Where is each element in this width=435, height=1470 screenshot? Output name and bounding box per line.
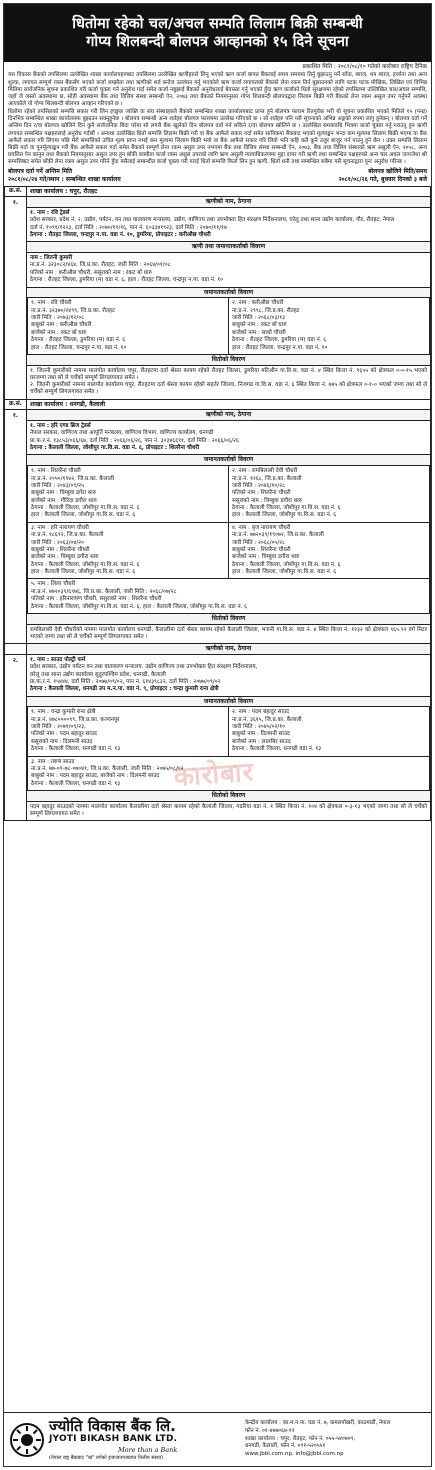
surety-line: बाबुको नाम : शिलरैना चौधरी [232,546,291,553]
surety-line: ना.प्र.नं. ७७२०३९/१९०७२, जि.प्र.का. कैलाली [232,532,324,539]
sn-cell: १. [5,410,27,644]
collateral-band: धितोको विवरण [27,791,430,801]
branch-office-address-2: धनगढी, कैलाली, फोन नं. ०९१-५२०५५१ [245,1443,326,1450]
borrower-band: ऋणीको नाम, ठेगाना [27,197,430,207]
surety-line: ठेगाना : रौतहट जिल्ला, डुमरिया (म) वडा नं. ६ [232,337,327,344]
sun-logo-icon [9,1422,45,1458]
notice-title-box [4,4,431,62]
surety-band: जमानतकर्ताको विवरण [27,696,430,707]
surety-line: ना.प्र.नं. १२६८, जि.प्र.का. कैलाली [232,475,302,482]
branch-chapur-header: शाखा कार्यालय : चपुर, रौतहट [27,186,431,197]
surety-line: जारी मिति : २०४३/०९/२५ [31,482,85,489]
deadline-values [4,176,431,186]
sn-header: क्र.सं. [5,399,27,410]
bank-name-nepali: ज्योति विकास बैंक लि. [49,1416,176,1435]
borrower-line: ठेगाना : कैलाली जिल्ला, जोशीपुर गा.वि.स. वडा नं. ६, प्रोपाइटर : शिलरैना चौधरी [30,445,200,452]
branch-dhangadhi-header: शाखा कार्यालय : धनगढी, कैलाली [27,399,431,410]
surety-line: जारी मिति : २०६८/०३/१३ [232,315,286,322]
borrower-line: प्रदेश सरकार, उद्योग पर्यटन वन तथा वातावरण मन्त्रालय, उद्योग वाणिज्य तथा उपभोक्ता हित संरक्षण निर्देशनालय, [30,664,258,671]
surety-line: ठेगाना : कैलाली जिल्ला, जोशीपुर गा.वि.स. वडा नं. ६, हाल : कैलाली जिल्ला, जोशीपुर गा.वि.स. वडा नं. ६ [31,603,248,610]
guarantor-band: ऋणी तथा जमानतकर्ताको विवरण [27,241,430,252]
surety-line: हाल : रौतहट जिल्ला, चन्द्रपुर न.पा. वडा नं. १० [232,344,328,351]
surety-line: बाजेको नाम : साधो चौधरी [232,329,286,336]
surety-card [229,707,430,756]
surety-line: हाल : कैलाली जिल्ला, जोशीपुर गा.वि.स. वडा नं. ६ [232,512,337,519]
deadline-labels [4,166,431,176]
intro-paragraph-2: धितोमा रहेको तपसिलको सम्पत्ति सकार गरी लिन इच्छुक व्यक्ति वा संघ संस्थाहरुले बैंकको सम्बन्धित शाखा कार्यालयबाट प्राप्त हुने बोलपत्र फाराम रितपूर्वक भरी यो सूचना प्रकाशित भएको मितिले १५ (पन्ध्र) दिनभित्र सम्बन्धित शाखा कार्यालयमा बुझाउन सक्नुहुनेछ । बोलपत्र सम्बन्धी अन्य शर्तहरु बोलपत्र फाराममा उल्लेख गरिएको छ । सो शर्तहरु पनि यसै सूचनाको अभिन्न अङ्गको रुपमा लागु हुनेछन् । बोलपत्र दर्ता गर्ने अन्तिम दिन र/वा बोलपत्र खोलिने दिन कुनै सार्वजनिक बिदा परेमा सो लगत्तै बैंक खुलेको दिन बोलपत्र दर्ता गर्न सकिने र/वा बोलपत्र खोलिने छ । उल्लेखित समयावधि भित्रमा कर्जा चुक्ता गर्नु गराउनु हुन ऋणी लगायत सम्बन्धित पक्षहरुलाई अनुरोध गर्दछौं । अन्यथा उल्लेखित धितो सम्पत्ति लिलाम बिक्री गरी वा बैंक आफैले सकार गर्दा समेत साविकमा बैंकबाट भएको मूल्याङ्कन भन्दा कम मूल्यमा लिलाम बिक्री भएमा वा बैंक आफैले सकार गरि लिएमा पछि मेरो सम्पत्तिको उचित मूल्य प्राप्त नभई कम मूल्यमा लिलाम बिक्री भयो वा बैंक आफैले सकार गरि लियो भनि कहि कतै कुनै उजुर बाजुर गर्न पाउनु हुने छैन । उक्त सम्पत्ति लिलाम बिक्री गर्दा वा पुनर्मूल्याङ्कन गरी बैंक आफैले सकार गर्दा समेत बैंकको सम्पूर्ण लेना रकम असुल उपर नभएमा बैंक तथा वित्तिय संस्था सम्बन्धी ऐन, २०७३, बैंक तथा वित्तिय संस्थाको ऋण असुली ऐन, २०५८, अन्य प्रचलित ऐन कानुन तथा बैंकको नियमानुसार असुल उपर हुन बाँकी बक्यौता कर्जा रकम असुल उपरको लागि ऋण असुली न्यायाधिकरणमा मुद्दा दायर गरी ऋणी तथा सम्बन्धित पक्षहरुको अन्य चल अचल जायजेथा श्री सम्पत्तिबाट समेत बाँकी लेना रकम असुल उपर गरिने हुँदा यसैलाई सम्बन्धीत कर्जा चुक्ता गरी गराई धितो सम्पत्ति फिर्ता लिन हुन ऋणी, धितो धनी तथा सम्बन्धित सबैमा यसै सूचनाद्वारा पुनः अनुरोध गरिन्छ । [8,109,427,166]
surety-card [28,707,229,756]
submission-deadline-label: बोलपत्र दर्ता गर्ने अन्तिम मिति [8,168,73,176]
borrower-line: ठेगाना : रौतहट जिल्ला, चन्द्रपुर न.पा. वडा नं. १०, डुमरिया, प्रोपाइटर : करीऔछ चौधरी [30,232,211,239]
bank-website-link[interactable]: www.jbbl.com.np, info@jbbl.com.np [245,1451,344,1458]
publication-date: प्रकाशित मिति : २०८१/०८/१० गतेको कारोबार राष्ट्रिय दैनिक [302,64,427,70]
notice-page [3,3,432,1467]
surety-line: ना.प्र.नं. ४७८००००९९, जि.प्र.का. कञ्चनपुर [31,716,120,723]
bank-logo-text [49,1418,177,1462]
surety-name: ३. नाम : हरि नारायण चौधरी [31,524,89,531]
surety-line: जारी मिति : २०४५/०२/१० [232,724,286,731]
surety-line: ना.प्र.नं. ७७२०३९/६९७६, जि.प्र.का. कैलाली, जारी मिति : २०६८/०७/२८ [31,588,177,595]
surety-band: जमानतकर्ताको विवरण [27,454,430,465]
intro-section [4,62,431,166]
borrower-details [27,207,430,242]
branch2b-band-row [5,644,431,655]
borrower-line: दर्ता नं. १०९१/१२२३, दर्ता मिति : २०७०/११/१६, पान नं. ६०३३४१९२३, दर्ता मिति : २०७०/११/१७ [30,224,227,231]
head-office-address: केन्द्रीय कार्यालय : का.म.न.पा. वडा नं. ७, कमलपोखरी, काठमाडौं, नेपाल [245,1420,391,1427]
surety-line: बाजेको नाम : रकट बाँ धारु [31,329,87,336]
surety-line: ना.प्र.नं. ३६१५, जि.प्र.का. कैलाली [232,716,302,723]
borrower-details [27,655,430,696]
guarantor-line: पतिको नाम : करीऔछ चौधरी, ससुराको नाम : रकट बाँ धारु [30,269,152,276]
surety-card [229,298,430,355]
borrower-line: नेपाल सरकार, वाणिज्य तथा आपूर्ति मन्त्रालय, वाणिज्य विभाग, वाणिज्य कार्यालय, धनगढी [30,430,214,437]
head-office-phone: फोन नं. ०१-४७७०६७-१२ [245,1427,295,1434]
surety-line: ठेगाना : रौतहट जिल्ला, डुमरिया (म) वडा नं. ६ [31,337,126,344]
collateral-text: पदम बहादुर साउदको नाममा मालपोत कार्यालय कैलालीमा दर्ता श्रेस्ता कायम रहेको कैलाली जिल्ला, गढरिया वडा नं. १ स्थित कित्ता नं. १०४ को क्षेत्रफल ०-३-१३ भएको जग्गा तथा सो ले चर्चेको सम्पूर्ण लिगलगायत समेत । [27,801,430,821]
surety-card [28,466,229,523]
surety-name: ५. नाम : लिला चौधरी [31,581,76,588]
guarantor-line: ठेगाना : रौतहट जिल्ला, डुमरिया (म) वडा नं. ६, हाल : रौतहट जिल्ला, चन्द्रपुर न.पा. वडा नं. १० [30,277,224,284]
surety-line: ठेगाना : कैलाली जिल्ला, जोशीपुर गा.वि.स. वडा नं. ६ [31,505,140,512]
surety-line: ना.प्र.नं. १८६९२, जि.प्र.का. कैलाली [31,532,104,539]
collateral-band: धितोको विवरण [27,614,430,624]
surety-line: बाबुको नाम : शिलरैना चौधरी [31,546,90,553]
surety-line: जारी मिति : २०६३/०४/२० [31,539,85,546]
surety-line: बाबुको नाम : करीऔछ चौधरी [31,322,92,329]
surety-line: हाल : कैलाली जिल्ला, जोशीपुर गा.वि.स. वडा नं. ६ [31,569,136,576]
surety-grid [27,465,430,614]
opening-date-value: २०८१/०८/२६ गते, बुधवार दिनको ३ बजे [338,175,427,183]
surety-line: बाबुको नाम : चिम्बुवा डगेरा थारु [31,490,97,497]
intro-paragraph-1: यस विकास बैंकको तपसिलमा उल्लेखित शाखा कार्यालयहरुबाट तपसिलमा उल्लेखित ऋणीहरुले लिनु भएको ऋण कर्जा बापत बैंकलाई समय समयमा तिर्नु बुझाउनु पर्ने साँवा, ब्याज, थप ब्याज, हर्जाना तथा अन्य शुल्क, लगायत सम्पूर्ण रकम बैंकसँग भएको कर्जा सम्झौता तथा ऋणीको शर्त बन्देज उल्लंघन गर्नु भएकोले ऋण कर्जा लगायतको बैंकको लेना रकम तिर्न बुझाउनको लागि पटक पटक मौखिक, लिखित एवं विभिन्न मितिमा सार्वजनिक सूचना प्रकाशित गरी कर्जा चुक्ता गर्न अनुरोध गर्दा समेत कर्जा नबुझाई बैंकको अनुरोधलाई बेवास्ता गर्नु भएको हुँदा ऋण कर्जाको धितो सुरक्षणमा रहेको तपसिलमा उल्लिखित चल/अचल सम्पत्ति, जहाँ जे जस्तो अवस्थामा छ, सोही अवस्थामा बैंक तथा वित्तिय संस्था सम्बन्धी ऐन, २०७३ तथा बैंकको नियमानुसार गोप्य शिलबन्दी बोलपत्रद्वारा लिलाम बिक्री गरी बैंकको लेना रकम असुल उपर गर्नुपर्ने अवस्था आएकोले यो गोप्य शिलबन्दी बोलपत्र आव्हान गरिएको छ । [8,72,427,107]
branch1-entry-row [5,197,431,399]
surety-line: ससुराको नाम : चिम्बुवा डगौरा थारु [232,497,302,504]
surety-line: हाल : कैलाली जिल्ला, जोशीपुर गा.वि.स. वडा नं. ६ [31,512,136,519]
bank-license-note: (नेपाल राष्ट्र बैंकबाट "ख" वर्गको इजाजतपत्रप्राप्त वित्तीय संस्था) [49,1454,163,1461]
sn-cell: १. [5,197,27,399]
surety-name: २. नाम : करीऔछ चौधरी [232,300,284,307]
surety-line: पतिको नाम : हरिनारायण चौधरी, ससुराको नाम : शिलरैना चौधरी [31,596,162,603]
surety-line: ससुराको नाम : दिलमनी साउद [31,738,93,745]
branch2-entry-row [5,410,431,644]
surety-card [28,522,229,579]
surety-line: ठेगाना : कैलाली जिल्ला, धनगढी वडा नं. १३ [31,746,121,753]
surety-band: जमानतकर्ताको विवरण [27,287,430,298]
branch1-entry [27,197,431,399]
auction-table [4,186,431,822]
borrower-name: १. नाम : हरि एण्ड ब्रिज ट्रेडर्स [30,422,91,429]
surety-line: ठेगाना : कैलाली जिल्ला, जोशीपुर गा.वि.स. वडा नं. ६ [232,561,341,568]
surety-line: बाबुको नाम : दिलमनी साउद [232,731,290,738]
newspaper-watermark: कारोबार [173,757,256,793]
sn-header: क्र.सं. [5,186,27,197]
guarantor-line: ना.प्र.नं. ३२३०८२/४६४, जि.प्र.का. रौतहट, जारी मिति : २०६४/०१/०८ [30,262,171,269]
surety-line: ठेगाना : कैलाली जिल्ला, जोशीपुर गा.वि.स. वडा नं. ६ [232,505,341,512]
surety-line: जारी मिति : २०६८/०५/२८ [232,539,286,546]
branch-header-row [5,399,431,410]
guarantor-name: नाम : जितनी कुमारी [30,255,73,262]
surety-name: १. नाम : रवि चौधरी [31,300,72,307]
surety-line: बाजेको नाम : लालबिर साउद [232,738,291,745]
surety-line: बाबुको नाम : रकट बाँ धारु [232,322,287,329]
surety-card [28,579,430,614]
surety-line: ना.प्र.नं. ३२३७०/२४९९, जि.प्र.का. रौतहट [31,307,115,314]
branch2b-entry-row [5,654,431,821]
surety-grid [27,297,430,355]
surety-name: ४. नाम : बृज नारायण चौधरी [232,524,291,531]
borrower-line: प्रा.फ.र.नं. १५४४४, दर्ता मिति : २०७७/०९/०२, पान नं. ६१४३९८३२, दर्ता मिति : २०७७/०९/०२ [30,678,221,685]
surety-line: जारी मिति : २०७१/०९/२३, [31,724,86,731]
guarantor-details [27,252,430,287]
surety-line: जारी मिति : २०७३/१२/०८ [31,315,85,322]
surety-line: ना.प्र.नं. ७७-०१-७८-०७०४१, जि.प्र.का. कैलाली, जारी मिति : २०७५/०८/०२ [31,765,184,772]
notice-title-line1: धितोमा रहेको चल/अचल सम्पति लिलाम बिक्री सम्बन्धी [72,15,363,32]
surety-line: बाबुको नाम : पदम बहादुर साउद, बाजेको नाम : दिलमनी साउद [31,773,160,780]
borrower-line: ठेगाना : कैलाली जिल्ला, धनगढी उप म.न.पा. वडा नं. ९, प्रोपाइटर : चन्द्रा कुमारी राना क्षेत्री [30,686,219,693]
branch-header-row [5,186,431,197]
borrower-details [27,420,430,455]
surety-line: बाजेको नाम : गौरिदा डगौरा थारु [31,497,97,504]
submission-deadline-value: २०८१/०८/२४ गते/स्थान : सम्बन्धित शाखा कार्यालय [8,175,121,183]
notice-title-line2: गोप्य शिलबन्दी बोलपत्र आव्हानको १५ दिने सूचना [86,34,349,50]
surety-name: ३. नाम : तरुण साउद [31,758,75,765]
collateral-text [27,365,430,399]
borrower-name: १. नाम : रवि ट्रेडर्स [30,209,70,216]
bank-footer [4,1412,431,1466]
surety-grid [27,706,430,791]
surety-card [229,522,430,579]
collateral-text: रामबिलासी देवी चौधरीको नाममा मालपोत कार्यालय धनगढी, कैलालीमा दर्ता श्रेस्ता कायम रहेको कैलाली जिल्ला, भजनी गा.वि.स. वडा नं. ४ स्थित कित्ता नं. १२३२ को क्षेत्रफल ९६५.९२ वर्ग मिटर भएको जग्गा तथा सो ले चर्चेको सम्पूर्ण लिगलगायत समेत । [27,624,430,644]
surety-line: ना.प्र.नं. २०५०/१९४२, जि.प्र.का. कैलाली [31,475,115,482]
surety-line: ठेगाना : कैलाली जिल्ला, धनगढी वडा नं. १३ [31,780,121,787]
surety-line: ना.प्र.नं. २९९८, जि.प्र.का. रौतहट [232,307,300,314]
branch2b-entry [27,654,431,821]
surety-line: पतिको नाम : पदम बहादुर साउद [31,731,97,738]
surety-line: बाजेको नाम : चिम्बुवा डगौरा थारु [31,554,99,561]
sn-cell: २. [5,654,27,821]
branch-office-address: शाखा कार्यालय : चपुर, रौतहट, फोन नं. ०५५-५४०७०९, [245,1435,356,1442]
borrower-line: घरेलु तथा साना उद्योग कार्यालय सुदुरपश्चिम प्रदेश, धनगढी, कैलाली [30,671,166,678]
bank-tagline: More than a Bank [118,1445,178,1454]
sn-spacer [5,644,27,655]
branch2-entry [27,410,431,644]
surety-line: ठेगाना : कैलाली जिल्ला, धनगढी वडा नं. १३ [232,746,322,753]
borrower-band: ऋणीको नाम, ठेगाना [27,410,430,420]
borrower-band: ऋणीको नाम, ठेगाना [27,644,431,655]
surety-name: २. नाम : पदम बहादुर साउद [232,709,289,716]
collateral-item: २. जितनी कुमारीको नाममा मालपोत कार्यालय चपुर, रौतहटमा दर्ता श्रेस्ता कायम रहेको सहर्तर जिल्ला, निजगढ गा.वि.स. वडा नं. ६ स्थित कित्ता नं. ७४५ को क्षेत्रफल ०-१-० भएको जग्गा तथा सो ले चर्चेको सम्पूर्ण लिगलगायत समेत । [30,382,427,396]
collateral-item: १. जितनी कुमारीको नाममा मालपोत कार्यालय चपुर, रौतहटमा दर्ता श्रेस्ता कायम रहेको रौतहट जिल्ला, डुमरिया मटिऔन गा.वि.स. वडा नं. ४ स्थित कित्ता नं. १६५५ को क्षेत्रफल ०-०-१५ भएको घरजग्गा तथा सो ले चर्चेको सम्पूर्ण लिगलगायत समेत । [30,367,427,381]
borrower-line: प्रदेश सरकार, प्रदेश नं. २, उद्योग, पर्यटन, वन तथा वातावरण मन्त्रालय, उद्योग, वाणिज्य तथा उपभोक्ता हित संरक्षण निर्देशनालय, घरेलु तथा साना उद्योग कार्यालय, गौर, रौतहट, नेपाल [30,217,395,224]
surety-card [229,466,430,523]
bank-name-english: JYOTI BIKASH BANK LTD. [49,1434,178,1445]
surety-card [28,756,430,791]
surety-card [28,298,229,355]
surety-line: हाल : रौतहट जिल्ला, चन्द्रपुर न.पा. वडा नं. १० [31,344,127,351]
surety-line: हाल : कैलाली जिल्ला, जोशीपुर गा.वि.स. वडा नं. ६ [232,569,337,576]
surety-name: २. नाम : रामबिलासी देवी चौधरी [232,468,298,475]
surety-name: १. नाम : चन्द्रा कुमारी राना क्षेत्री [31,709,96,716]
bank-logo [9,1418,239,1462]
collateral-band: धितोको विवरण [27,355,430,365]
surety-line: बाजेको नाम : चिम्बुवा डगौरा थारु [232,554,300,561]
borrower-name: १. नाम : साउद पोल्ट्री फर्म [30,656,86,663]
surety-line: जारी मिति : २०४६/१०/२८ [232,482,286,489]
borrower-line: प्रा.फ.र.नं. १३८५३/०६६/६७, दर्ता मिति : २०६६/०६/२६, पान नं. ३०३४६६९१, दर्ता मिति : २०६६/०६/२६ [30,437,239,444]
surety-line: ठेगाना : कैलाली जिल्ला, जोशीपुर गा.वि.स. वडा नं. ६ [31,561,140,568]
bank-address [239,1420,426,1458]
surety-name: १. नाम : शिलरैना चौधरी [31,468,81,475]
opening-date-label: बोलपत्र खोलिने मिति/समय [368,168,427,176]
surety-line: पतिको नाम : शिलरैना चौधरी [232,490,291,497]
